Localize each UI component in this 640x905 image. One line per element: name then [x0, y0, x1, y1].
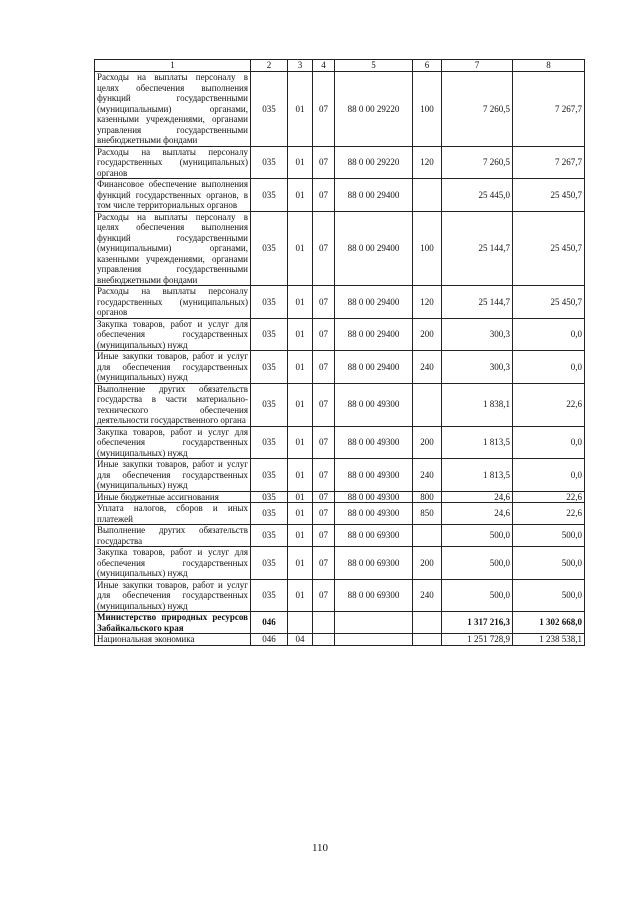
row-name: Национальная экономика [95, 634, 251, 646]
expense-type: 200 [413, 547, 442, 580]
table-row [95, 72, 585, 147]
row-name: Выполнение других обязательств государства в части материально-технического обеспечения деятельности государственного органа [95, 383, 251, 426]
table-row [95, 211, 585, 286]
expense-type: 120 [413, 146, 442, 179]
target-article [335, 634, 413, 646]
table-row [95, 634, 585, 646]
row-name: Иные бюджетные ассигнования [95, 491, 251, 503]
column-header: 4 [313, 60, 335, 72]
amount-2021: 7 260,5 [442, 72, 513, 147]
amount-2022: 0,0 [513, 459, 585, 492]
section-code: 01 [288, 351, 313, 384]
amount-2021: 300,3 [442, 351, 513, 384]
column-header: 7 [442, 60, 513, 72]
table-row [95, 318, 585, 351]
subsection-code: 07 [313, 72, 335, 147]
target-article: 88 0 00 49300 [335, 491, 413, 503]
expense-type [413, 612, 442, 634]
subsection-code [313, 634, 335, 646]
column-header: 3 [288, 60, 313, 72]
row-name: Финансовое обеспечение выполнения функций государственных органов, в том числе территориальных органов [95, 179, 251, 212]
expense-type [413, 179, 442, 212]
section-code: 01 [288, 179, 313, 212]
section-code: 01 [288, 72, 313, 147]
ved-code: 035 [251, 146, 288, 179]
amount-2021: 1 317 216,3 [442, 612, 513, 634]
row-name: Закупка товаров, работ и услуг для обеспечения государственных (муниципальных) нужд [95, 318, 251, 351]
target-article: 88 0 00 29220 [335, 146, 413, 179]
expense-type [413, 383, 442, 426]
amount-2022: 7 267,7 [513, 72, 585, 147]
expense-type: 800 [413, 491, 442, 503]
amount-2022: 25 450,7 [513, 211, 585, 286]
ved-code: 035 [251, 318, 288, 351]
table-row [95, 525, 585, 547]
section-code [288, 612, 313, 634]
row-name: Расходы на выплаты персоналу в целях обеспечения выполнения функций государственными (муниципальными) органами, казенными учреждениями, органами управления государственными внебюджетными фондами [95, 211, 251, 286]
ved-code: 035 [251, 179, 288, 212]
subsection-code: 07 [313, 579, 335, 612]
row-name: Расходы на выплаты персоналу государственных (муниципальных) органов [95, 146, 251, 179]
row-name: Расходы на выплаты персоналу в целях обеспечения выполнения функций государственными (муниципальными) органами, казенными учреждениями, органами управления государственными внебюджетными фондами [95, 72, 251, 147]
row-name: Уплата налогов, сборов и иных платежей [95, 503, 251, 525]
table-row [95, 426, 585, 459]
ved-code: 046 [251, 612, 288, 634]
expense-type: 240 [413, 351, 442, 384]
expense-type [413, 634, 442, 646]
expense-type: 240 [413, 459, 442, 492]
section-code: 01 [288, 286, 313, 319]
subsection-code: 07 [313, 179, 335, 212]
table-row [95, 351, 585, 384]
table-row [95, 579, 585, 612]
expense-type [413, 525, 442, 547]
table-row [95, 179, 585, 212]
section-code: 01 [288, 459, 313, 492]
expense-type: 240 [413, 579, 442, 612]
table-row [95, 503, 585, 525]
section-code: 01 [288, 383, 313, 426]
amount-2021: 25 144,7 [442, 286, 513, 319]
row-name: Иные закупки товаров, работ и услуг для обеспечения государственных (муниципальных) нужд [95, 351, 251, 384]
target-article: 88 0 00 49300 [335, 383, 413, 426]
row-name: Выполнение других обязательств государства [95, 525, 251, 547]
expense-type: 100 [413, 211, 442, 286]
column-header: 5 [335, 60, 413, 72]
section-code: 01 [288, 146, 313, 179]
subsection-code: 07 [313, 383, 335, 426]
subsection-code: 07 [313, 459, 335, 492]
ved-code: 035 [251, 503, 288, 525]
row-name: Министерство природных ресурсов Забайкальского края [95, 612, 251, 634]
subsection-code [313, 612, 335, 634]
amount-2021: 7 260,5 [442, 146, 513, 179]
amount-2021: 24,6 [442, 491, 513, 503]
amount-2021: 25 144,7 [442, 211, 513, 286]
row-name: Иные закупки товаров, работ и услуг для обеспечения государственных (муниципальных) нужд [95, 579, 251, 612]
section-code: 01 [288, 503, 313, 525]
ved-code: 035 [251, 286, 288, 319]
subsection-code: 07 [313, 525, 335, 547]
target-article: 88 0 00 29400 [335, 286, 413, 319]
target-article [335, 612, 413, 634]
amount-2022: 22,6 [513, 491, 585, 503]
row-name: Закупка товаров, работ и услуг для обеспечения государственных (муниципальных) нужд [95, 426, 251, 459]
ved-code: 035 [251, 383, 288, 426]
amount-2021: 1 813,5 [442, 459, 513, 492]
subsection-code: 07 [313, 146, 335, 179]
column-header: 8 [513, 60, 585, 72]
header-row [95, 60, 585, 72]
ved-code: 035 [251, 72, 288, 147]
amount-2021: 1 251 728,9 [442, 634, 513, 646]
section-code: 01 [288, 491, 313, 503]
table-row [95, 547, 585, 580]
target-article: 88 0 00 29400 [335, 179, 413, 212]
table-row [95, 146, 585, 179]
ved-code: 046 [251, 634, 288, 646]
subsection-code: 07 [313, 426, 335, 459]
target-article: 88 0 00 49300 [335, 459, 413, 492]
ved-code: 035 [251, 459, 288, 492]
expense-type: 850 [413, 503, 442, 525]
table-row [95, 286, 585, 319]
section-code: 01 [288, 318, 313, 351]
table-row [95, 612, 585, 634]
amount-2021: 25 445,0 [442, 179, 513, 212]
target-article: 88 0 00 29400 [335, 351, 413, 384]
amount-2021: 24,6 [442, 503, 513, 525]
subsection-code: 07 [313, 351, 335, 384]
page-number: 110 [311, 842, 329, 854]
subsection-code: 07 [313, 318, 335, 351]
expense-type: 200 [413, 426, 442, 459]
amount-2022: 25 450,7 [513, 179, 585, 212]
ved-code: 035 [251, 491, 288, 503]
row-name: Расходы на выплаты персоналу государственных (муниципальных) органов [95, 286, 251, 319]
amount-2022: 7 267,7 [513, 146, 585, 179]
section-code: 01 [288, 547, 313, 580]
subsection-code: 07 [313, 211, 335, 286]
ved-code: 035 [251, 579, 288, 612]
amount-2022: 500,0 [513, 547, 585, 580]
section-code: 01 [288, 579, 313, 612]
target-article: 88 0 00 29400 [335, 318, 413, 351]
subsection-code: 07 [313, 547, 335, 580]
target-article: 88 0 00 69300 [335, 547, 413, 580]
amount-2021: 500,0 [442, 525, 513, 547]
amount-2022: 1 302 668,0 [513, 612, 585, 634]
target-article: 88 0 00 29400 [335, 211, 413, 286]
amount-2022: 0,0 [513, 426, 585, 459]
table-row [95, 491, 585, 503]
expense-type: 100 [413, 72, 442, 147]
section-code: 01 [288, 426, 313, 459]
amount-2022: 500,0 [513, 579, 585, 612]
column-header: 1 [95, 60, 251, 72]
column-header: 6 [413, 60, 442, 72]
row-name: Закупка товаров, работ и услуг для обеспечения государственных (муниципальных) нужд [95, 547, 251, 580]
section-code: 04 [288, 634, 313, 646]
table-row [95, 383, 585, 426]
section-code: 01 [288, 525, 313, 547]
section-code: 01 [288, 211, 313, 286]
amount-2022: 22,6 [513, 383, 585, 426]
ved-code: 035 [251, 426, 288, 459]
subsection-code: 07 [313, 491, 335, 503]
expense-type: 120 [413, 286, 442, 319]
amount-2021: 500,0 [442, 547, 513, 580]
amount-2021: 1 813,5 [442, 426, 513, 459]
ved-code: 035 [251, 211, 288, 286]
subsection-code: 07 [313, 503, 335, 525]
amount-2022: 1 238 538,1 [513, 634, 585, 646]
amount-2022: 0,0 [513, 351, 585, 384]
table-row [95, 459, 585, 492]
ved-code: 035 [251, 525, 288, 547]
column-header: 2 [251, 60, 288, 72]
target-article: 88 0 00 69300 [335, 579, 413, 612]
budget-table [94, 59, 585, 646]
subsection-code: 07 [313, 286, 335, 319]
amount-2022: 25 450,7 [513, 286, 585, 319]
amount-2021: 500,0 [442, 579, 513, 612]
amount-2021: 1 838,1 [442, 383, 513, 426]
target-article: 88 0 00 49300 [335, 426, 413, 459]
expense-type: 200 [413, 318, 442, 351]
amount-2022: 0,0 [513, 318, 585, 351]
row-name: Иные закупки товаров, работ и услуг для обеспечения государственных (муниципальных) нужд [95, 459, 251, 492]
amount-2022: 500,0 [513, 525, 585, 547]
ved-code: 035 [251, 547, 288, 580]
target-article: 88 0 00 49300 [335, 503, 413, 525]
amount-2022: 22,6 [513, 503, 585, 525]
target-article: 88 0 00 69300 [335, 525, 413, 547]
ved-code: 035 [251, 351, 288, 384]
target-article: 88 0 00 29220 [335, 72, 413, 147]
amount-2021: 300,3 [442, 318, 513, 351]
